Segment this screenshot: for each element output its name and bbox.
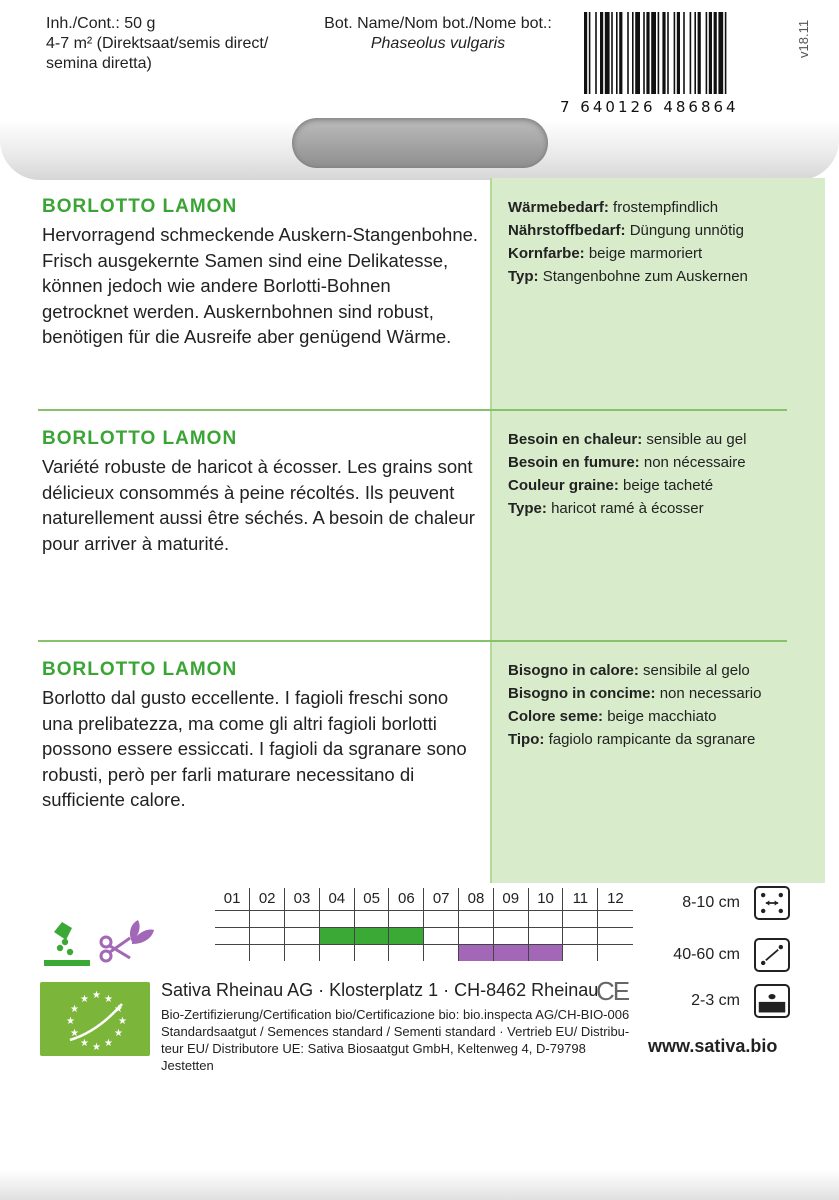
- sowing-calendar: [215, 888, 635, 970]
- calendar-cell: [598, 910, 633, 927]
- version-label: v18.11: [796, 19, 811, 58]
- calendar-cell: [563, 910, 598, 927]
- area-line-2: semina diretta): [46, 55, 152, 72]
- calendar-cell: [319, 944, 354, 961]
- legal-line: teur EU/ Distributore UE: Sativa Biosaatgut GmbH, Keltenweg 4, D-79798 Jestetten: [161, 1041, 586, 1073]
- calendar-month-01: 01: [223, 890, 241, 908]
- row-spacing-icon: [754, 886, 790, 920]
- calendar-cell: [285, 910, 320, 927]
- row-spacing: [640, 886, 790, 920]
- variety-title: BORLOTTO LAMON: [42, 428, 238, 449]
- section-french: [38, 410, 787, 641]
- hang-slot: [292, 118, 548, 168]
- calendar-month-12: 12: [598, 888, 633, 910]
- harvest-cell-10: [528, 944, 563, 961]
- properties-list: [508, 428, 786, 520]
- eu-organic-logo: [40, 982, 150, 1056]
- section-german: [38, 178, 787, 410]
- svg-text:★: ★: [104, 994, 113, 1005]
- seed-sowing-icon: [44, 922, 90, 966]
- calendar-cell: [493, 910, 528, 927]
- sow-harvest-icons: [40, 912, 160, 972]
- calendar-cell: [493, 927, 528, 944]
- svg-text:★: ★: [66, 1016, 75, 1027]
- svg-text:★: ★: [80, 994, 89, 1005]
- calendar-month-11: 11: [563, 888, 598, 910]
- svg-text:★: ★: [114, 1028, 123, 1039]
- calendar-cell: [319, 910, 354, 927]
- calendar-cell: [598, 944, 633, 961]
- calendar-harvest-row: [215, 944, 633, 961]
- description-area: [38, 178, 787, 883]
- calendar-cell: [459, 910, 494, 927]
- calendar-cell: [285, 927, 320, 944]
- sowing-depth-value: 2-3 cm: [691, 992, 740, 1009]
- calendar-cell: [563, 927, 598, 944]
- variety-title: BORLOTTO LAMON: [42, 659, 238, 680]
- calendar-cell: [528, 927, 563, 944]
- calendar-cell: [215, 910, 250, 927]
- variety-description: Borlotto dal gusto eccellente. I fagioli freschi sono una prelibatezza, ma come gli altri fagioli borlotti possono essere essiccati. I fagioli da sgranare sono robusti, però per farli maturare necessitano di sufficiente calore.: [42, 687, 467, 810]
- calendar-cell: [424, 944, 459, 961]
- variety-description: Variété robuste de haricot à écosser. Les grains sont délicieux consommés à peine récoltés. Ils peuvent naturellement aussi être séchés. A besoin de chaleur pour arriver à maturité.: [42, 456, 475, 554]
- plant-spacing-value: 40-60 cm: [673, 946, 740, 963]
- property-item: Besoin en fumure: non nécessaire: [508, 454, 746, 471]
- plant-spacing-icon: [754, 938, 790, 972]
- variety-description: Hervorragend schmeckende Auskern-Stangenbohne. Frisch ausgekernte Samen sind eine Delikatesse, können jedoch wie andere Borlotti-Bohnen getrocknet werden. Auskernbohnen sind robust, benötigen für die Ausreife aber genügend Wärme.: [42, 224, 479, 347]
- company-info: [161, 978, 641, 1074]
- property-item: Tipo: fagiolo rampicante da sgranare: [508, 731, 756, 748]
- calendar-cell: [354, 910, 389, 927]
- calendar-cell: [215, 927, 250, 944]
- calendar-cell: [528, 910, 563, 927]
- calendar-month-08: 08: [459, 888, 494, 910]
- sowing-cell-06: [389, 927, 424, 944]
- variety-title: BORLOTTO LAMON: [42, 196, 238, 217]
- section-italian: [38, 641, 787, 883]
- ce-mark: CE: [596, 976, 629, 1006]
- calendar-month-09: 09: [493, 888, 528, 910]
- svg-text:★: ★: [114, 1004, 123, 1015]
- calendar-cell: [563, 944, 598, 961]
- svg-text:★: ★: [92, 990, 101, 1001]
- calendar-cell: [598, 927, 633, 944]
- sowing-cell-04: [319, 927, 354, 944]
- barcode-digits: 7 640126 486864: [560, 98, 739, 116]
- property-item: Couleur graine: beige tacheté: [508, 477, 714, 494]
- harvest-cell-09: [493, 944, 528, 961]
- calendar-month-10: 10: [528, 888, 563, 910]
- properties-list: [508, 659, 786, 751]
- latin-name: Phaseolus vulgaris: [370, 35, 506, 52]
- plant-spacing: [640, 938, 790, 972]
- calendar-cell: [354, 944, 389, 961]
- property-item: Bisogno in concime: non necessario: [508, 685, 762, 702]
- properties-list: [508, 196, 786, 288]
- row-spacing-value: 8-10 cm: [682, 894, 740, 911]
- calendar-cell: [424, 910, 459, 927]
- legal-line: Standardsaatgut / Semences standard / Sementi standard · Vertrieb EU/ Distribu-: [161, 1024, 630, 1039]
- calendar-month-03: 03: [285, 888, 320, 910]
- sowing-cell-05: [354, 927, 389, 944]
- sowing-depth: [640, 984, 790, 1018]
- calendar-month-02: 02: [250, 888, 285, 910]
- svg-text:★: ★: [80, 1038, 89, 1049]
- calendar-months-row: [215, 888, 633, 910]
- calendar-month-07: 07: [424, 888, 459, 910]
- sowing-depth-icon: [754, 984, 790, 1018]
- property-item: Besoin en chaleur: sensible au gel: [508, 431, 747, 448]
- bottom-edge: [0, 1170, 839, 1200]
- property-item: Colore seme: beige macchiato: [508, 708, 717, 725]
- property-item: Nährstoffbedarf: Düngung unnötig: [508, 222, 744, 239]
- content-weight: Inh./Cont.: 50 g: [46, 15, 156, 32]
- svg-text:★: ★: [70, 1004, 79, 1015]
- botanical-label: Bot. Name/Nom bot./Nome bot.:: [324, 15, 552, 32]
- harvest-scissors-icon: [101, 920, 154, 961]
- calendar-cell: [285, 944, 320, 961]
- calendar-cell: [250, 944, 285, 961]
- botanical-name-block: [308, 14, 568, 54]
- calendar-month-06: 06: [389, 888, 424, 910]
- calendar-cell: [389, 944, 424, 961]
- svg-text:★: ★: [104, 1038, 113, 1049]
- calendar-cell: [459, 927, 494, 944]
- svg-text:★: ★: [70, 1028, 79, 1039]
- harvest-cell-08: [459, 944, 494, 961]
- website-link[interactable]: www.sativa.bio: [648, 1036, 778, 1056]
- contents-info: [46, 14, 296, 74]
- property-item: Bisogno in calore: sensibile al gelo: [508, 662, 750, 679]
- property-item: Kornfarbe: beige marmoriert: [508, 245, 703, 262]
- area-line-1: 4-7 m² (Direktsaat/semis direct/: [46, 35, 269, 52]
- calendar-cell: [424, 927, 459, 944]
- calendar-cell: [215, 944, 250, 961]
- svg-text:★: ★: [118, 1016, 127, 1027]
- legal-line: Bio-Zertifizierung/Certification bio/Certificazione bio: bio.inspecta AG/CH-BIO-006: [161, 1007, 630, 1022]
- company-name: Sativa Rheinau AG · Klosterplatz 1 · CH-8462 Rheinau: [161, 980, 599, 1000]
- calendar-month-05: 05: [354, 888, 389, 910]
- calendar-cell: [250, 927, 285, 944]
- svg-text:★: ★: [92, 1042, 101, 1053]
- calendar-table: [215, 888, 633, 961]
- legal-text: [161, 1006, 641, 1074]
- eu-leaf-stars-icon: [40, 982, 150, 1056]
- calendar-sowing-row: [215, 927, 633, 944]
- calendar-month-04: 04: [319, 888, 354, 910]
- calendar-cell: [389, 910, 424, 927]
- calendar-empty-row: [215, 910, 633, 927]
- property-item: Wärmebedarf: frostempfindlich: [508, 199, 719, 216]
- property-item: Typ: Stangenbohne zum Auskernen: [508, 268, 748, 285]
- calendar-cell: [250, 910, 285, 927]
- property-item: Type: haricot ramé à écosser: [508, 500, 704, 517]
